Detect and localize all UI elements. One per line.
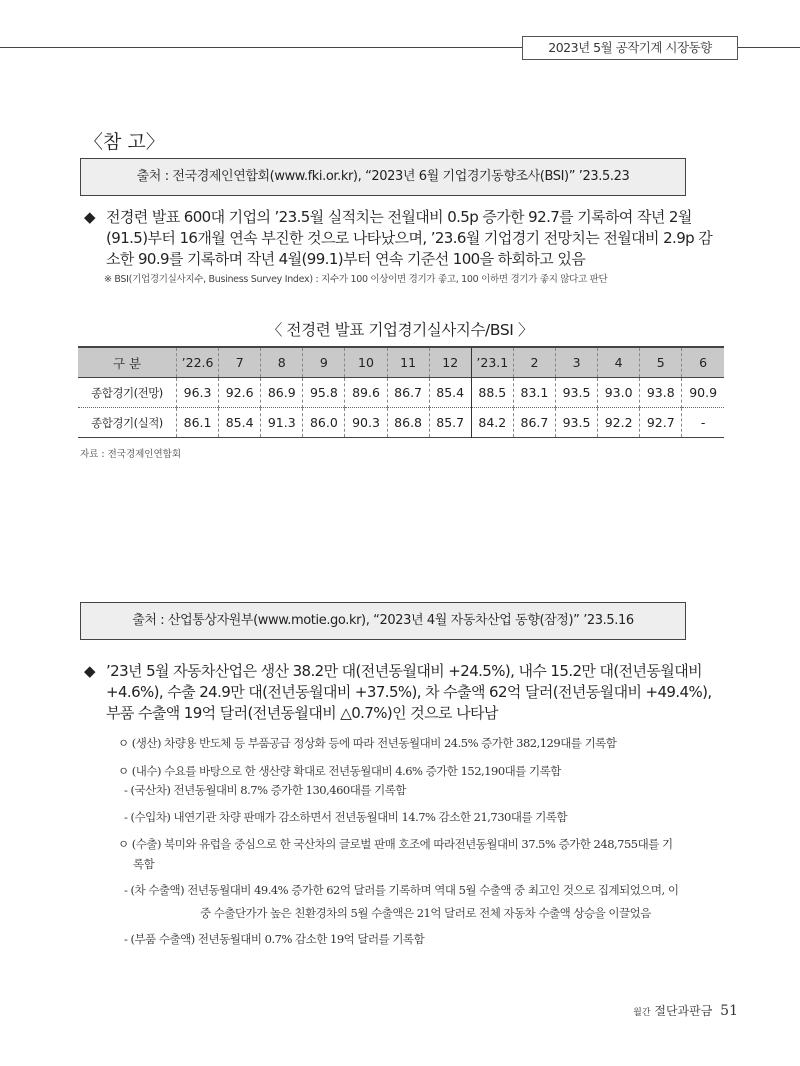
reference-title: 〈참 고〉 — [84, 131, 165, 153]
row-label: 종합경기(실적) — [91, 415, 163, 430]
header-cell: ’23.1 — [471, 347, 513, 378]
header-cell: 7 — [219, 347, 261, 378]
table-cell: 93.0 — [598, 378, 640, 408]
item-imported-cars: - (수입차) 내연기관 차량 판매가 감소하면서 전년동월대비 14.7% 감소한 21,730대를 기록함 — [124, 810, 568, 824]
header-cell: 구 분 — [112, 355, 142, 371]
bullet-bsi — [84, 207, 724, 270]
table-cell: 84.2 — [471, 408, 513, 438]
table-cell: 86.1 — [177, 408, 219, 438]
page-number: 51 — [720, 1003, 738, 1019]
header-cell: 2 — [513, 347, 555, 378]
table-cell: 95.8 — [303, 378, 345, 408]
running-title: 2023년 5월 공작기계 시장동향 — [522, 36, 738, 60]
bullet-bsi-text: 전경련 발표 600대 기업의 ’23.5월 실적치는 전월대비 0.5p 증가한 92.7를 기록하여 작년 2월(91.5)부터 16개월 연속 부진한 것으로 나타났으며, ’23.6월 기업경기 전망치는 전월대비 2.9p 감소한 90.9를 기록하며 작년 4월(99.1)부터 연속 기준선 100을 하회하고 있음 — [106, 208, 713, 268]
diamond-bullet-icon: ◆ — [84, 662, 95, 680]
page-footer — [633, 1002, 738, 1019]
table-cell: 83.1 — [513, 378, 555, 408]
item-parts-export: - (부품 수출액) 전년동월대비 0.7% 감소한 19억 달러를 기록함 — [124, 932, 425, 946]
table-cell: 85.4 — [219, 408, 261, 438]
header-cell: 9 — [303, 347, 345, 378]
table-cell: 86.0 — [303, 408, 345, 438]
table-cell: 92.2 — [598, 408, 640, 438]
header-cell: 10 — [345, 347, 387, 378]
bsi-table — [78, 346, 724, 438]
item-export-cont: 록함 — [133, 857, 155, 871]
table-cell: 96.3 — [177, 378, 219, 408]
footer-prefix: 월간 — [633, 1008, 651, 1018]
table-cell: 89.6 — [345, 378, 387, 408]
table-cell: 93.8 — [640, 378, 682, 408]
footer-magazine: 절단과판금 — [654, 1004, 713, 1018]
row-label: 종합경기(전망) — [91, 385, 163, 400]
table-cell: 85.7 — [429, 408, 471, 438]
table-cell: 86.8 — [387, 408, 429, 438]
table-cell: 86.7 — [513, 408, 555, 438]
table-cell: 91.3 — [261, 408, 303, 438]
table-cell: 93.5 — [555, 408, 597, 438]
table-cell: 86.7 — [387, 378, 429, 408]
table-cell: 93.5 — [555, 378, 597, 408]
table-cell: 92.6 — [219, 378, 261, 408]
table-cell: 88.5 — [471, 378, 513, 408]
header-cell: ’22.6 — [177, 347, 219, 378]
header-cell: 4 — [598, 347, 640, 378]
bullet-auto — [84, 661, 724, 724]
table-cell: 90.9 — [682, 378, 724, 408]
table-cell: 86.9 — [261, 378, 303, 408]
table-cell: 90.3 — [345, 408, 387, 438]
header-cell: 11 — [387, 347, 429, 378]
bullet-auto-text: ’23년 5월 자동차산업은 생산 38.2만 대(전년동월대비 +24.5%), 내수 15.2만 대(전년동월대비 +4.6%), 수출 24.9만 대(전년동월대비 +37.5%), 차 수출액 62억 달러(전년동월대비 +49.4%), 부품 수출액 19억 달러(전년동월대비 △0.7%)인 것으로 나타남 — [106, 662, 712, 722]
header-cell: 5 — [640, 347, 682, 378]
item-car-export-value: - (차 수출액) 전년동월대비 49.4% 증가한 62억 달러를 기록하며 역대 5월 수출액 중 최고인 것으로 집계되었으며, 이 — [124, 883, 679, 897]
table-cell: 92.7 — [640, 408, 682, 438]
header-cell: 3 — [555, 347, 597, 378]
item-domestic-cars: - (국산차) 전년동월대비 8.7% 증가한 130,460대를 기록함 — [124, 783, 406, 797]
table-row — [78, 408, 724, 438]
item-production: ㅇ (생산) 차량용 반도체 등 부품공급 정상화 등에 따라 전년동월대비 24.5% 증가한 382,129대를 기록함 — [118, 736, 617, 750]
table-cell: - — [682, 408, 724, 438]
diamond-bullet-icon: ◆ — [84, 208, 95, 226]
item-car-export-value-cont: 중 수출단가가 높은 친환경차의 5월 수출액은 21억 달러로 전체 자동차 수출액 상승을 이끌었음 — [200, 906, 651, 920]
header-cell: 6 — [682, 347, 724, 378]
item-export: ㅇ (수출) 북미와 유럽을 중심으로 한 국산차의 글로벌 판매 호조에 따라전년동월대비 37.5% 증가한 248,755대를 기 — [118, 837, 673, 851]
item-domestic: ㅇ (내수) 수요를 바탕으로 한 생산량 확대로 전년동월대비 4.6% 증가한 152,190대를 기록함 — [118, 764, 561, 778]
header-cell: 12 — [429, 347, 471, 378]
table-source: 자료 : 전국경제인연합회 — [80, 449, 182, 460]
source-box-motie: 출처 : 산업통상자원부(www.motie.go.kr), “2023년 4월 자동차산업 동향(잠정)” ’23.5.16 — [80, 602, 686, 640]
header-cell: 8 — [261, 347, 303, 378]
table-cell: 85.4 — [429, 378, 471, 408]
table-title: 〈 전경련 발표 기업경기실사지수/BSI 〉 — [266, 321, 534, 339]
source-box-fki: 출처 : 전국경제인연합회(www.fki.or.kr), “2023년 6월 기업경기동향조사(BSI)” ’23.5.23 — [80, 158, 686, 196]
bsi-note: ※ BSI(기업경기실사지수, Business Survey Index) : 지수가 100 이상이면 경기가 좋고, 100 이하면 경기가 좋지 않다고 판단 — [104, 274, 608, 285]
table-row — [78, 378, 724, 408]
table-header-row — [78, 347, 724, 378]
